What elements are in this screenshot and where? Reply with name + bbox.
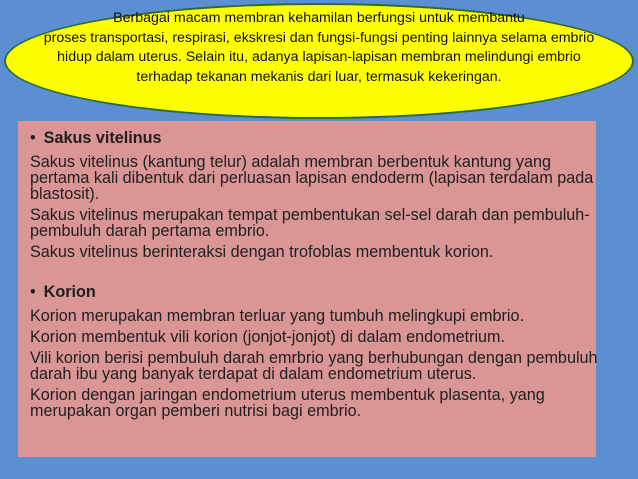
intro-line: hidup dalam uterus. Selain itu, adanya lapisan-lapisan membran melindungi embrio	[57, 49, 581, 65]
slide-body	[30, 124, 600, 424]
section-spacer	[30, 265, 600, 278]
intro-text	[4, 9, 634, 87]
bullet: •	[30, 129, 36, 147]
paragraph: Sakus vitelinus merupakan tempat pembentukan sel-sel darah dan pembuluh-pembuluh darah pertama embrio.	[30, 206, 590, 240]
paragraph: Korion dengan jaringan endometrium uterus membentuk plasenta, yang merupakan organ pemberi nutrisi bagi embrio.	[30, 386, 545, 420]
paragraph: Sakus vitelinus berinteraksi dengan trofoblas membentuk korion.	[30, 243, 494, 261]
intro-line: terhadap tekanan mekanis dari luar, termasuk kekeringan.	[136, 68, 502, 85]
section-heading-korion	[30, 284, 600, 300]
paragraph: Sakus vitelinus (kantung telur) adalah membran berbentuk kantung yang pertama kali dibentuk dari perluasan lapisan endoderm (lapisan terdalam pada blastosit).	[30, 153, 594, 203]
section-heading-sakus-vitelinus	[30, 130, 600, 146]
intro-line: Berbagai macam membran kehamilan berfungsi untuk membantu	[113, 10, 525, 26]
paragraph: Korion membentuk vili korion (jonjot-jonjot) di dalam endometrium.	[30, 328, 506, 346]
heading-text: Korion	[43, 283, 96, 301]
bullet: •	[30, 283, 36, 301]
heading-text: Sakus vitelinus	[43, 129, 162, 147]
intro-line: proses transportasi, respirasi, ekskresi dan fungsi-fungsi penting lainnya selama embrio	[43, 29, 595, 46]
paragraph: Vili korion berisi pembuluh darah emrbrio yang berhubungan dengan pembuluh darah ibu yang banyak terdapat di dalam endometrium uterus.	[30, 349, 598, 383]
paragraph: Korion merupakan membran terluar yang tumbuh melingkupi embrio.	[30, 307, 524, 325]
